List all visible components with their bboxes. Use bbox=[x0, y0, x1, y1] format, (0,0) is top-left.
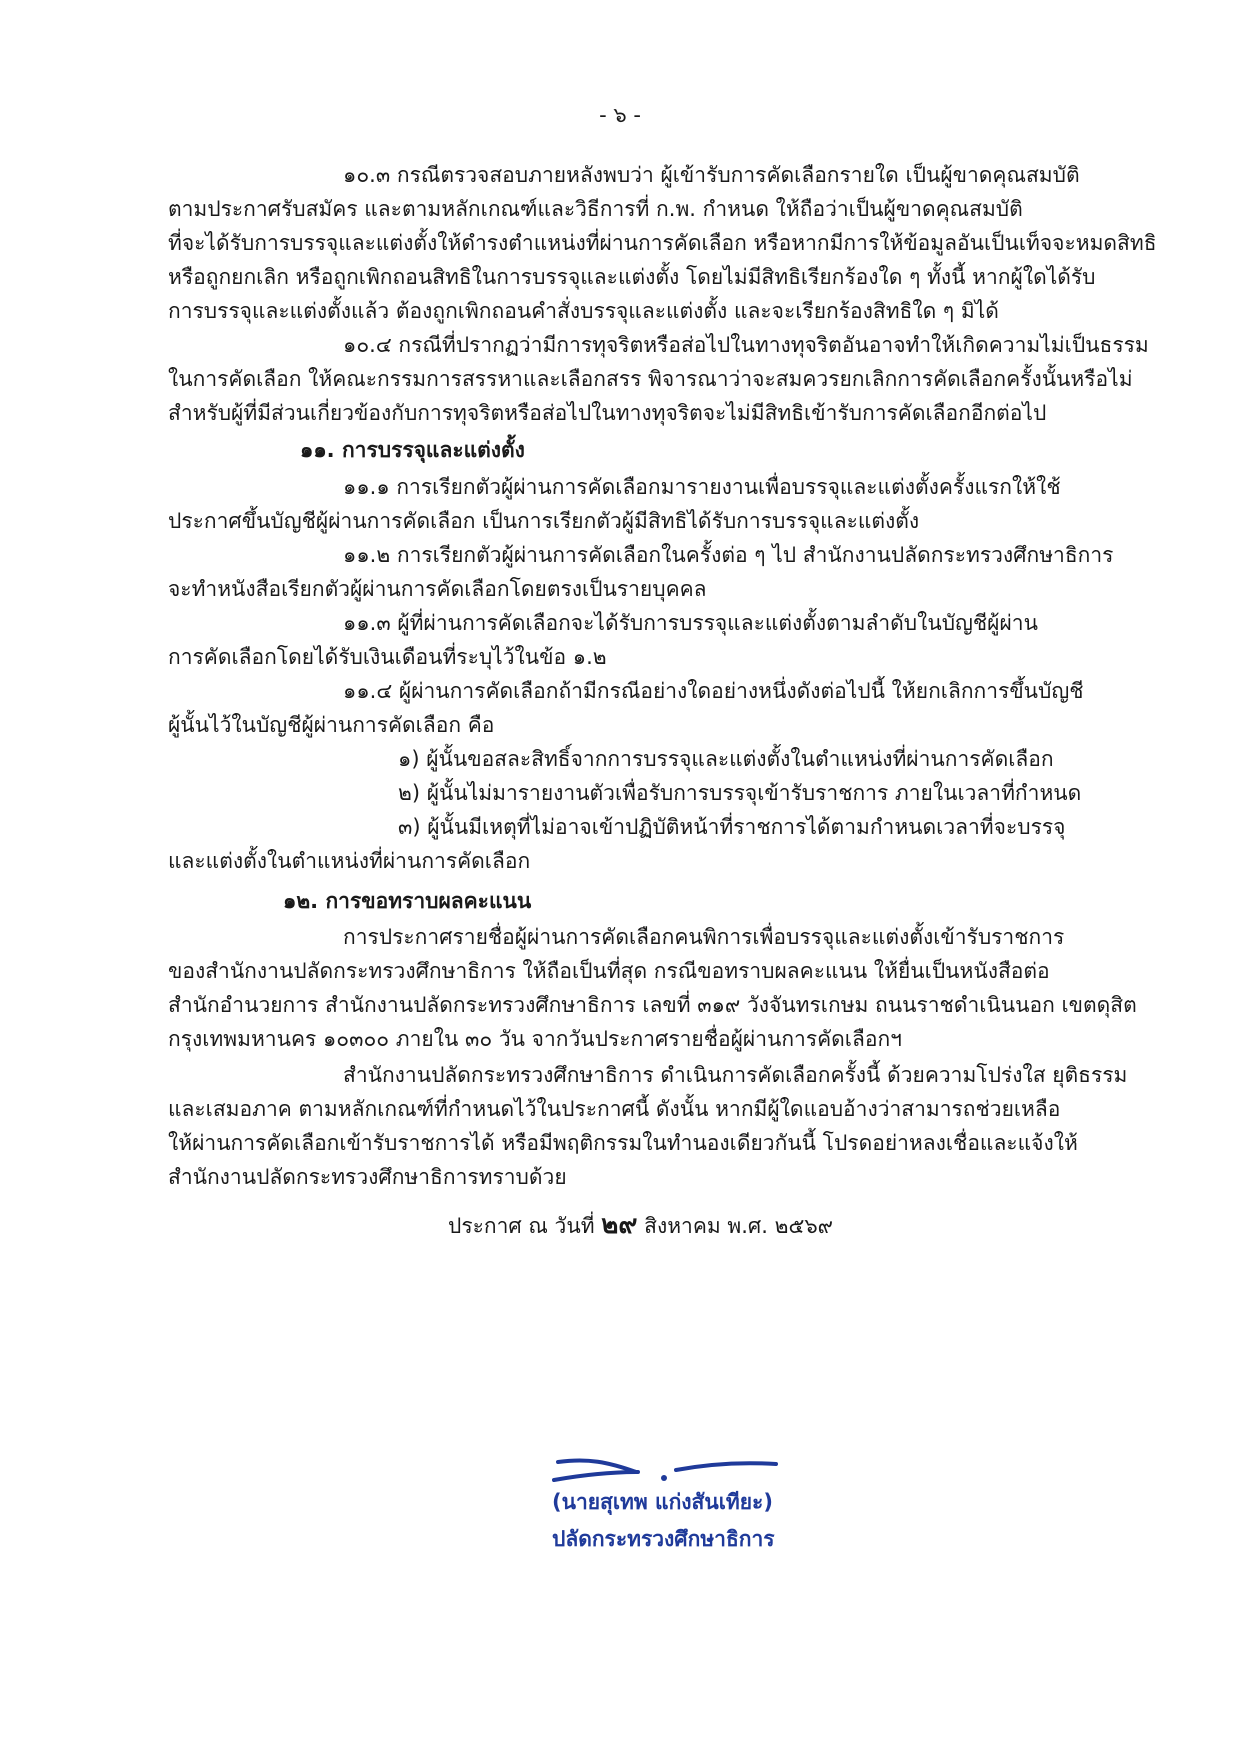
sec10-4-line-1: ๑๐.๔ กรณีที่ปรากฏว่ามีการทุจริตหรือส่อไปในทางทุจริตอันอาจทำให้เกิดความไม่เป็นธรรม bbox=[343, 333, 1149, 357]
page-number: - ๖ - bbox=[599, 103, 641, 127]
sec10-3-line-5: การบรรจุและแต่งตั้งแล้ว ต้องถูกเพิกถอนคำสั่งบรรจุและแต่งตั้ง และจะเรียกร้องสิทธิใด ๆ มิได้ bbox=[168, 299, 999, 323]
sec12-p2-line-2: และเสมอภาค ตามหลักเกณฑ์ที่กำหนดไว้ในประกาศนี้ ดังนั้น หากมีผู้ใดแอบอ้างว่าสามารถช่วยเหลือ bbox=[168, 1097, 1061, 1121]
heading-11: ๑๑. การบรรจุและแต่งตั้ง bbox=[300, 438, 525, 462]
sec11-1-line-2: ประกาศขึ้นบัญชีผู้ผ่านการคัดเลือก เป็นการเรียกตัวผู้มีสิทธิได้รับการบรรจุและแต่งตั้ง bbox=[168, 509, 920, 533]
sec12-p1-line-4: กรุงเทพมหานคร ๑๐๓๐๐ ภายใน ๓๐ วัน จากวันประกาศรายชื่อผู้ผ่านการคัดเลือกฯ bbox=[168, 1027, 902, 1051]
sec11-4-item-1: ๑) ผู้นั้นขอสละสิทธิ์จากการบรรจุและแต่งตั้งในตำแหน่งที่ผ่านการคัดเลือก bbox=[398, 747, 1054, 771]
sec11-3-line-1: ๑๑.๓ ผู้ที่ผ่านการคัดเลือกจะได้รับการบรรจุและแต่งตั้งตามลำดับในบัญชีผู้ผ่าน bbox=[343, 611, 1038, 635]
sec11-3-line-2: การคัดเลือกโดยได้รับเงินเดือนที่ระบุไว้ในข้อ ๑.๒ bbox=[168, 645, 607, 669]
sec12-p1-line-1: การประกาศรายชื่อผู้ผ่านการคัดเลือกคนพิการเพื่อบรรจุและแต่งตั้งเข้ารับราชการ bbox=[343, 925, 1065, 949]
sec10-3-line-2: ตามประกาศรับสมัคร และตามหลักเกณฑ์และวิธีการที่ ก.พ. กำหนด ให้ถือว่าเป็นผู้ขาดคุณสมบัติ bbox=[168, 197, 1023, 221]
signer-title: ปลัดกระทรวงศึกษาธิการ bbox=[552, 1527, 775, 1551]
announcement-prefix: ประกาศ ณ วันที่ bbox=[448, 1214, 595, 1238]
sec11-1-line-1: ๑๑.๑ การเรียกตัวผู้ผ่านการคัดเลือกมารายงานเพื่อบรรจุและแต่งตั้งครั้งแรกให้ใช้ bbox=[343, 475, 1061, 499]
sec11-4-item-2: ๒) ผู้นั้นไม่มารายงานตัวเพื่อรับการบรรจุเข้ารับราชการ ภายในเวลาที่กำหนด bbox=[398, 781, 1082, 805]
sec12-p2-line-3: ให้ผ่านการคัดเลือกเข้ารับราชการได้ หรือมีพฤติกรรมในทำนองเดียวกันนี้ โปรดอย่าหลงเชื่อและแจ้งให้ bbox=[168, 1131, 1078, 1155]
sec12-p2-line-4: สำนักงานปลัดกระทรวงศึกษาธิการทราบด้วย bbox=[168, 1165, 567, 1189]
sec11-4-line-2: ผู้นั้นไว้ในบัญชีผู้ผ่านการคัดเลือก คือ bbox=[168, 713, 495, 737]
sec10-4-line-2: ในการคัดเลือก ให้คณะกรรมการสรรหาและเลือกสรร พิจารณาว่าจะสมควรยกเลิกการคัดเลือกครั้งนั้นหรือไม่ bbox=[168, 367, 1133, 391]
announcement-line bbox=[448, 1210, 833, 1241]
heading-12: ๑๒. การขอทราบผลคะแนน bbox=[283, 889, 532, 913]
announcement-month-year: สิงหาคม พ.ศ. ๒๕๖๙ bbox=[644, 1214, 834, 1238]
sec10-3-line-4: หรือถูกยกเลิก หรือถูกเพิกถอนสิทธิในการบรรจุและแต่งตั้ง โดยไม่มีสิทธิเรียกร้องใด ๆ ทั้งนี้ หากผู้ใดได้รับ bbox=[168, 265, 1096, 289]
sec11-4-line-1: ๑๑.๔ ผู้ผ่านการคัดเลือกถ้ามีกรณีอย่างใดอย่างหนึ่งดังต่อไปนี้ ให้ยกเลิกการขึ้นบัญชี bbox=[343, 679, 1084, 703]
signer-name: (นายสุเทพ แก่งสันเทียะ) bbox=[552, 1490, 773, 1514]
sec12-p2-line-1: สำนักงานปลัดกระทรวงศึกษาธิการ ดำเนินการคัดเลือกครั้งนี้ ด้วยความโปร่งใส ยุติธรรม bbox=[343, 1063, 1128, 1087]
sec12-p1-line-2: ของสำนักงานปลัดกระทรวงศึกษาธิการ ให้ถือเป็นที่สุด กรณีขอทราบผลคะแนน ให้ยื่นเป็นหนังสือต่อ bbox=[168, 959, 1050, 983]
sec10-3-line-3: ที่จะได้รับการบรรจุและแต่งตั้งให้ดำรงตำแหน่งที่ผ่านการคัดเลือก หรือหากมีการให้ข้อมูลอันเป็นเท็จจะหมดสิทธิ bbox=[168, 231, 1157, 255]
sec11-4-item-3-cont: และแต่งตั้งในตำแหน่งที่ผ่านการคัดเลือก bbox=[168, 849, 531, 873]
sec11-4-item-3: ๓) ผู้นั้นมีเหตุที่ไม่อาจเข้าปฏิบัติหน้าที่ราชการได้ตามกำหนดเวลาที่จะบรรจุ bbox=[398, 815, 1066, 839]
sec11-2-line-1: ๑๑.๒ การเรียกตัวผู้ผ่านการคัดเลือกในครั้งต่อ ๆ ไป สำนักงานปลัดกระทรวงศึกษาธิการ bbox=[343, 543, 1114, 567]
announcement-day: ๒๙ bbox=[601, 1210, 638, 1240]
sec10-4-line-3: สำหรับผู้ที่มีส่วนเกี่ยวข้องกับการทุจริตหรือส่อไปในทางทุจริตจะไม่มีสิทธิเข้ารับการคัดเลือกอีกต่อไป bbox=[168, 401, 1047, 425]
sec12-p1-line-3: สำนักอำนวยการ สำนักงานปลัดกระทรวงศึกษาธิการ เลขที่ ๓๑๙ วังจันทรเกษม ถนนราชดำเนินนอก เขตดุสิต bbox=[168, 993, 1137, 1017]
sec11-2-line-2: จะทำหนังสือเรียกตัวผู้ผ่านการคัดเลือกโดยตรงเป็นรายบุคคล bbox=[168, 577, 707, 601]
sec10-3-line-1: ๑๐.๓ กรณีตรวจสอบภายหลังพบว่า ผู้เข้ารับการคัดเลือกรายใด เป็นผู้ขาดคุณสมบัติ bbox=[343, 163, 1080, 187]
